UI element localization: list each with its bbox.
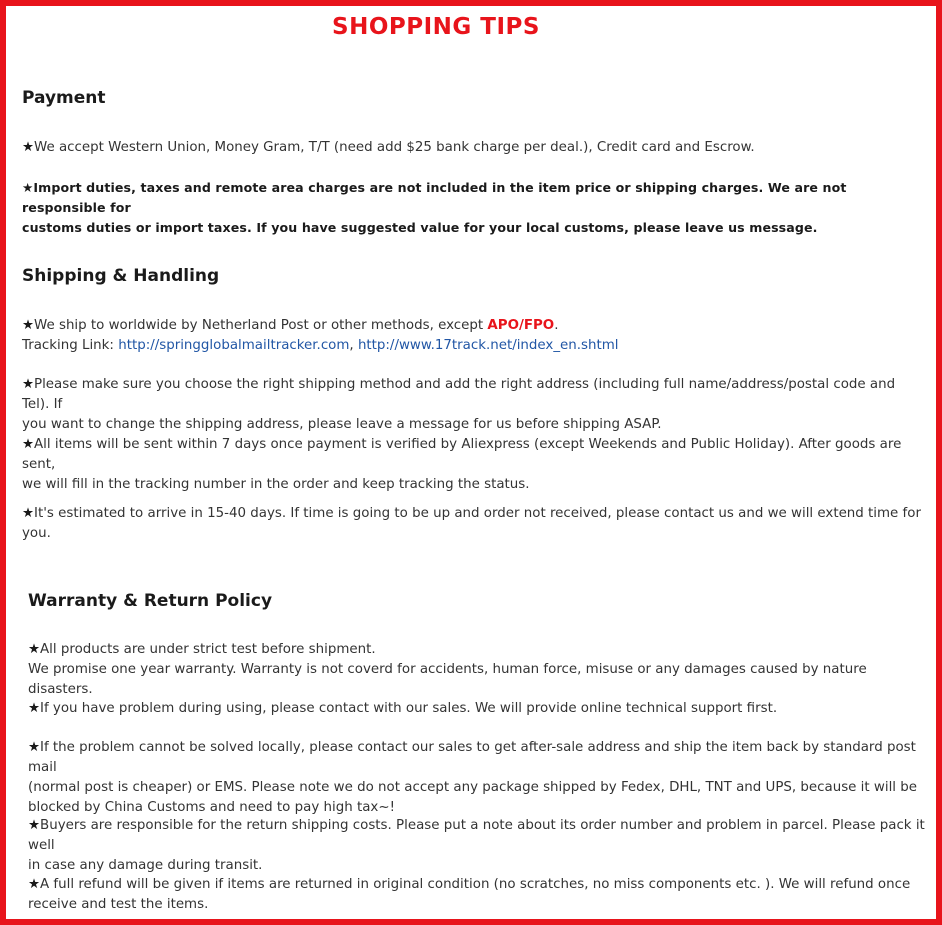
shipping-methods-body: We ship to worldwide by Netherland Post or other methods, except bbox=[34, 318, 488, 333]
tracking-link-separator: , bbox=[349, 338, 358, 353]
refund-line-2: receive and test the items. bbox=[28, 897, 209, 912]
arrival-estimate-line-2: you. bbox=[22, 526, 51, 541]
import-duties-text bbox=[22, 178, 922, 238]
return-costs-line-1: Buyers are responsible for the return shipping costs. Please put a note about its order number and problem in parcel. Please pack it well bbox=[28, 818, 925, 853]
tech-support-text bbox=[28, 699, 928, 719]
refund-line-1: A full refund will be given if items are returned in original condition (no scratches, no miss components etc. ). We will refund once bbox=[40, 877, 911, 892]
return-shipping-line-1: If the problem cannot be solved locally, please contact our sales to get after-sale address and ship the item back by standard post mail bbox=[28, 740, 916, 775]
shipping-address-line-1: Please make sure you choose the right shipping method and add the right address (including full name/address/postal code and Tel). If bbox=[22, 377, 896, 412]
tracking-link-springglobal[interactable]: http://springglobalmailtracker.com bbox=[118, 338, 350, 353]
payment-methods-text bbox=[22, 138, 922, 158]
dispatch-time-line-2: we will fill in the tracking number in the order and keep tracking the status. bbox=[22, 477, 530, 492]
tracking-link-17track[interactable]: http://www.17track.net/index_en.shtml bbox=[357, 338, 619, 353]
shipping-heading: Shipping & Handling bbox=[22, 266, 220, 286]
star-icon: ★ bbox=[22, 377, 35, 392]
shipping-address-text bbox=[22, 375, 922, 435]
star-icon: ★ bbox=[22, 506, 35, 521]
warranty-heading: Warranty & Return Policy bbox=[28, 591, 273, 611]
payment-methods-body: We accept Western Union, Money Gram, T/T (need add $25 bank charge per deal.), Credit card and Escrow. bbox=[34, 140, 755, 155]
shipping-methods-text bbox=[22, 316, 922, 356]
tech-support-body: If you have problem during using, please contact with our sales. We will provide online technical support first. bbox=[40, 701, 778, 716]
star-icon: ★ bbox=[28, 818, 41, 833]
tracking-label: Tracking Link: bbox=[22, 338, 119, 353]
warranty-test-text bbox=[28, 640, 928, 700]
refund-text bbox=[28, 875, 928, 915]
star-icon: ★ bbox=[28, 642, 41, 657]
return-costs-text bbox=[28, 816, 928, 876]
shipping-address-line-2: you want to change the shipping address, please leave a message for us before shipping ASAP. bbox=[22, 417, 662, 432]
star-icon: ★ bbox=[28, 877, 41, 892]
dispatch-time-line-1: All items will be sent within 7 days once payment is verified by Aliexpress (except Weekends and Public Holiday). After goods are sent, bbox=[22, 437, 902, 472]
star-icon: ★ bbox=[22, 437, 35, 452]
star-icon: ★ bbox=[22, 140, 35, 155]
star-icon: ★ bbox=[28, 740, 41, 755]
star-icon: ★ bbox=[22, 318, 35, 333]
star-icon: ★ bbox=[22, 180, 34, 195]
arrival-estimate-text bbox=[22, 504, 922, 544]
arrival-estimate-line-1: It's estimated to arrive in 15-40 days. If time is going to be up and order not received, please contact us and we will extend time for bbox=[34, 506, 921, 521]
import-duties-line-1: Import duties, taxes and remote area charges are not included in the item price or shipping charges. We are not responsible for bbox=[22, 180, 847, 215]
return-shipping-text bbox=[28, 738, 928, 818]
page-title: SHOPPING TIPS bbox=[332, 14, 540, 40]
star-icon: ★ bbox=[28, 701, 41, 716]
return-shipping-line-2: (normal post is cheaper) or EMS. Please note we do not accept any package shipped by Fedex, DHL, TNT and UPS, because it will be bbox=[28, 780, 918, 795]
payment-heading: Payment bbox=[22, 88, 106, 108]
import-duties-line-2: customs duties or import taxes. If you have suggested value for your local customs, please leave us message. bbox=[22, 220, 818, 235]
return-shipping-line-3: blocked by China Customs and need to pay high tax~! bbox=[28, 800, 395, 815]
return-costs-line-2: in case any damage during transit. bbox=[28, 858, 263, 873]
warranty-test-line-1: All products are under strict test before shipment. bbox=[40, 642, 376, 657]
warranty-test-line-2: We promise one year warranty. Warranty is not coverd for accidents, human force, misuse or any damages caused by nature disasters. bbox=[28, 662, 867, 697]
shipping-methods-end: . bbox=[554, 318, 559, 333]
dispatch-time-text bbox=[22, 435, 922, 495]
apo-fpo-highlight: APO/FPO bbox=[487, 318, 555, 333]
